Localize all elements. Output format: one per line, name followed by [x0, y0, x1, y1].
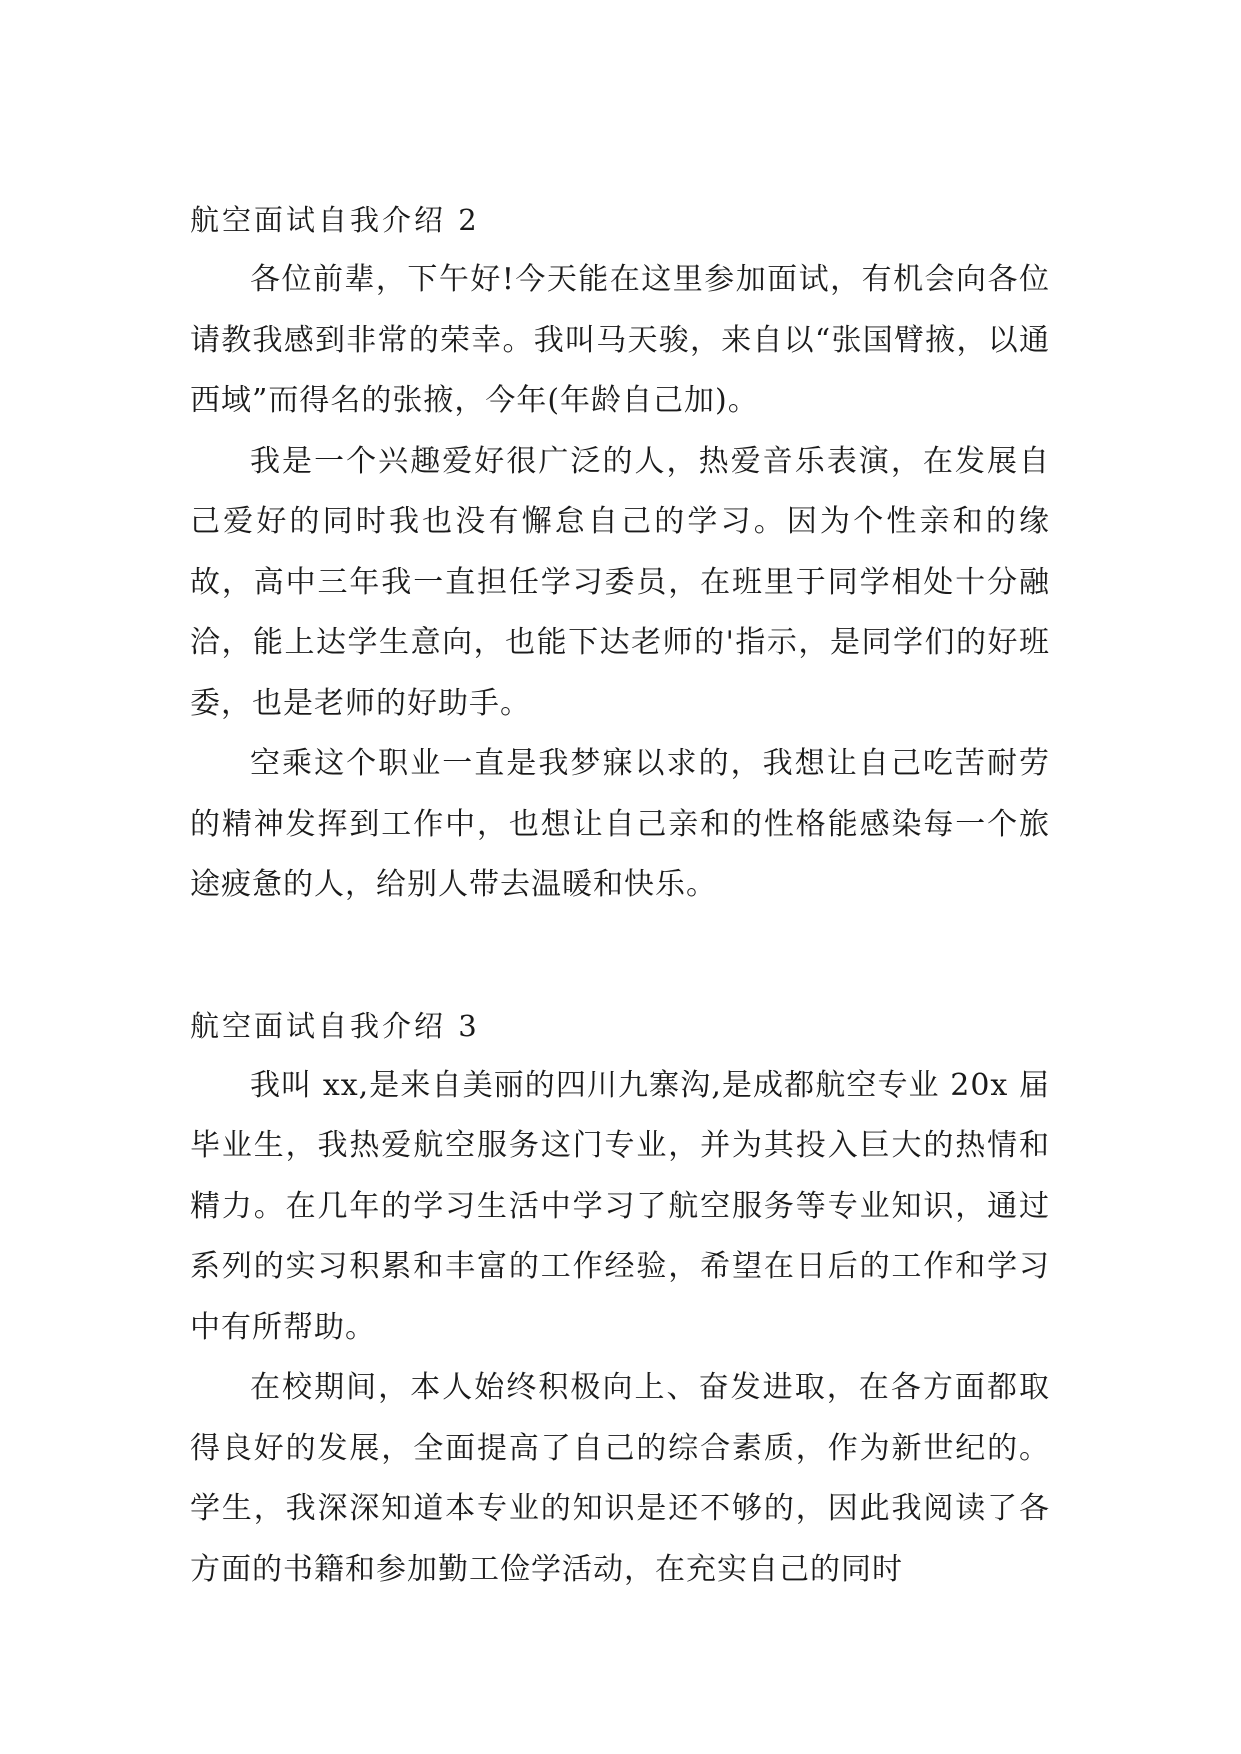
- paragraph: 我是一个兴趣爱好很广泛的人，热爱音乐表演，在发展自己爱好的同时我也没有懈怠自己的学习。因为个性亲和的缘故，高中三年我一直担任学习委员，在班里于同学相处十分融洽，能上达学生意向，也能下达老师的'指示，是同学们的好班委，也是老师的好助手。: [190, 443, 1050, 721]
- section-title: 航空面试自我介绍 2: [190, 203, 480, 237]
- section-intro-2: [190, 190, 1050, 916]
- paragraph: 空乘这个职业一直是我梦寐以求的，我想让自己吃苦耐劳的精神发挥到工作中，也想让自己亲和的性格能感染每一个旅途疲惫的人，给别人带去温暖和快乐。: [190, 746, 1050, 902]
- section-title: 航空面试自我介绍 3: [190, 1008, 480, 1043]
- paragraph: 我叫 xx,是来自美丽的四川九寨沟,是成都航空专业 20x 届毕业生，我热爱航空服务这门专业，并为其投入巨大的热情和精力。在几年的学习生活中学习了航空服务等专业知识，通过系列的实习积累和丰富的工作经验，希望在日后的工作和学习中有所帮助。: [190, 1067, 1050, 1345]
- paragraph: 各位前辈，下午好!今天能在这里参加面试，有机会向各位请教我感到非常的荣幸。我叫马天骏，来自以“张国臂掖，以通西域”而得名的张掖，今年(年龄自己加)。: [190, 262, 1050, 418]
- section-intro-3: [190, 996, 1050, 1601]
- document-page: [190, 190, 1050, 1600]
- paragraph: 在校期间，本人始终积极向上、奋发进取，在各方面都取得良好的发展，全面提高了自己的综合素质，作为新世纪的。学生，我深深知道本专业的知识是还不够的，因此我阅读了各方面的书籍和参加勤工俭学活动，在充实自己的同时: [190, 1370, 1050, 1587]
- section-spacer: [190, 916, 1050, 996]
